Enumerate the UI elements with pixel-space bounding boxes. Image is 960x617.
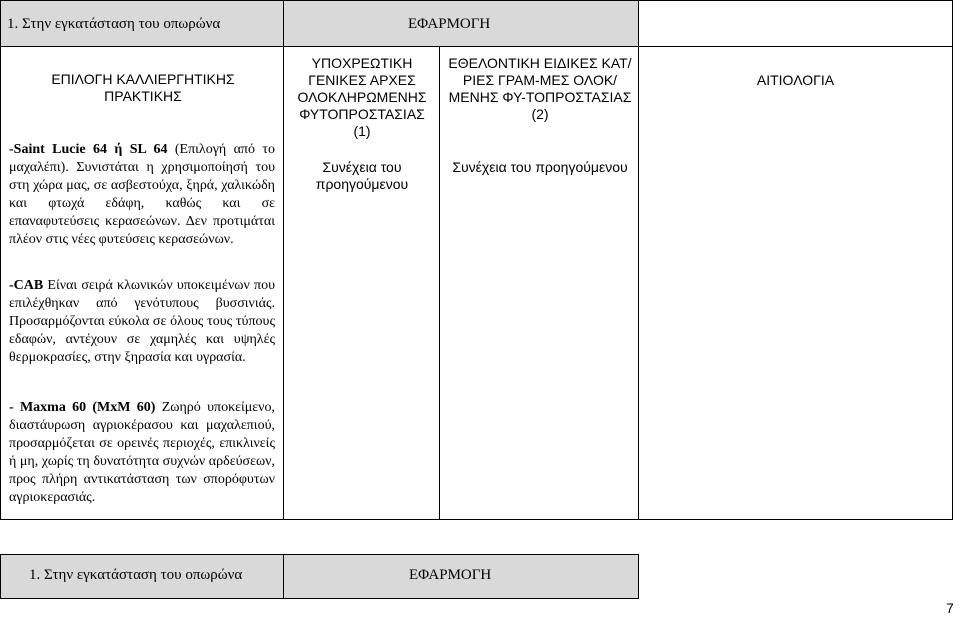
justification-column: [638, 46, 953, 520]
rootstock-cab-text: Είναι σειρά κλωνικών υποκειμένων που επιλέχθηκαν από γενότυπους βυσσινιάς. Προσαρμόζονται εύκολα σε όλους τους τύπους εδαφών, αντέχουν σε χαμηλές και υψηλές θερμοκρασίες, στην ξηρασία και υγρασία.: [9, 278, 275, 365]
header-title-cell: [0, 0, 284, 47]
voluntary-column: [439, 46, 639, 520]
rootstock-saint-lucie-name: -Saint Lucie 64 ή SL 64: [9, 142, 168, 157]
rootstock-maxma-name: - Maxma 60 (MxM 60): [9, 400, 156, 415]
rootstock-saint-lucie-text: (Επιλογή από το μαχαλέπι). Συνιστάται η χρησιμοποίησή του στη χώρα μας, σε ασβεστούχα, ξηρά, χαλικώδη και φτωχά εδάφη, καθώς και σε επαναφυτεύσεις κερασεώνων. Δεν προτιμάται πλέον στις νέες φυτεύσεις κερασεώνων.: [9, 142, 276, 247]
rootstock-maxma-text: Ζωηρό υποκείμενο, διαστάυρωση αγριοκέρασου και μαχαλεπιού, προσαρμόζεται σε ορεινές περιοχές, επικλινείς ή μη, χωρίς τη δυνατότητα συχνών αρδεύσεων, προς πλήρη αντικατάσταση των σπορόφυτων αγριοκερασιάς.: [9, 400, 275, 505]
footer-application: ΕΦΑΡΜΟΓΗ: [409, 567, 492, 583]
practice-column-title: ΕΠΙΛΟΓΗ ΚΑΛΛΙΕΡΓΗΤΙΚΗΣ ΠΡΑΚΤΙΚΗΣ: [51, 71, 235, 104]
footer-title: 1. Στην εγκατάσταση του οπωρώνα: [29, 567, 243, 583]
mandatory-column-text: Συνέχεια του προηγούμενου: [315, 159, 409, 192]
page-number: 7: [946, 600, 954, 616]
mandatory-column-title: [288, 55, 436, 140]
footer-title-cell: [0, 554, 284, 599]
header-empty-cell: [638, 0, 953, 47]
mandatory-column-note: (1): [353, 123, 371, 139]
header-application: ΕΦΑΡΜΟΓΗ: [408, 16, 491, 32]
voluntary-column-title-text: ΕΘΕΛΟΝΤΙΚΗ ΕΙΔΙΚΕΣ ΚΑΤ/ΡΙΕΣ ΓΡΑΜ-ΜΕΣ ΟΛΟΚ/ΜΕΝΗΣ ΦΥ-ΤΟΠΡΟΣΤΑΣΙΑΣ: [448, 55, 632, 105]
mandatory-column-title-text: ΥΠΟΧΡΕΩΤΙΚΗ ΓΕΝΙΚΕΣ ΑΡΧΕΣ ΟΛΟΚΛΗΡΩΜΕΝΗΣ ΦΥΤΟΠΡΟΣΤΑΣΙΑΣ: [297, 55, 427, 122]
rootstock-maxma: [9, 399, 275, 507]
justification-column-title: ΑΙΤΙΟΛΟΓΙΑ: [756, 72, 835, 88]
voluntary-column-title: [448, 55, 632, 123]
voluntary-column-note: (2): [531, 106, 549, 122]
rootstock-saint-lucie: [9, 141, 275, 249]
rootstock-cab: [9, 277, 275, 367]
footer-application-cell: [283, 554, 639, 599]
voluntary-column-text: Συνέχεια του προηγούμενου: [452, 159, 628, 175]
rootstock-cab-name: -CAB: [9, 278, 44, 293]
practice-column: [0, 46, 284, 520]
mandatory-column: [283, 46, 440, 520]
header-title: 1. Στην εγκατάσταση του οπωρώνα: [7, 16, 221, 32]
header-application-cell: [283, 0, 639, 47]
